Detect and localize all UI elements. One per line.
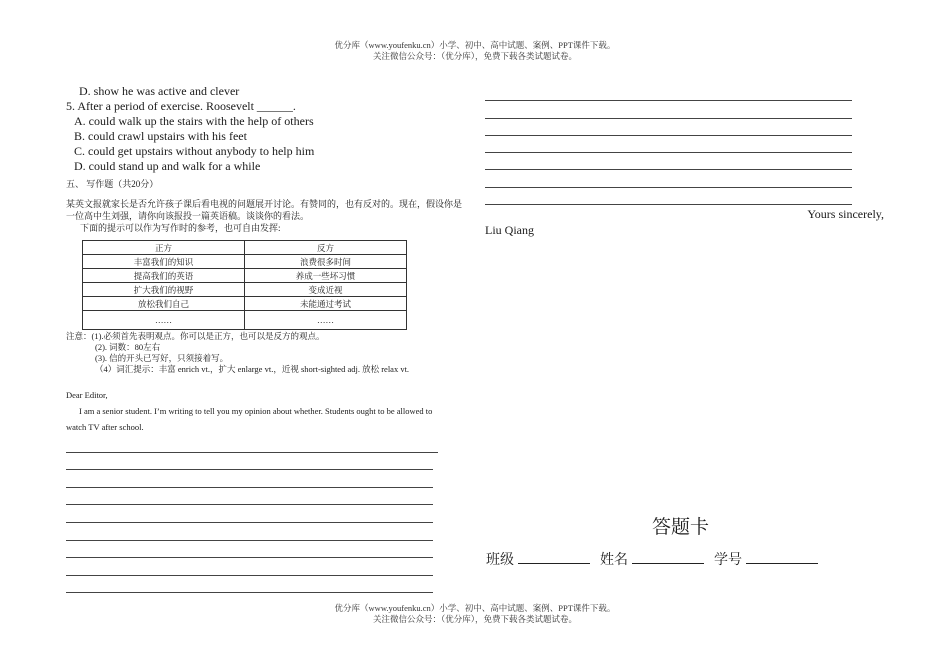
- table-row: [83, 297, 407, 311]
- question-5-option-c: C. could get upstairs without anybody to help him: [74, 144, 315, 158]
- pro-cell: 扩大我们的视野: [83, 283, 245, 297]
- opinion-table-header: [83, 241, 407, 255]
- pro-cell: 提高我们的英语: [83, 269, 245, 283]
- con-cell: 变成近视: [245, 283, 407, 297]
- writing-prompt: 某英文报就家长是否允许孩子课后看电视的问题展开讨论。有赞同的，也有反对的。现在，假设你是一位高中生刘强，请你向该报投一篇英语稿。谈谈你的看法。: [66, 199, 463, 221]
- prev-question-option-d: D. show he was active and clever: [79, 84, 240, 98]
- writing-notes: [66, 331, 446, 375]
- letter-closing: Yours sincerely,: [807, 207, 884, 222]
- answer-card-title: 答题卡: [652, 516, 710, 538]
- writing-line[interactable]: [66, 453, 433, 471]
- note-2: (2). 词数：80左右: [95, 342, 161, 352]
- answer-card-fields: [486, 549, 828, 569]
- con-cell: 浪费很多时间: [245, 255, 407, 269]
- writing-line[interactable]: [485, 119, 852, 136]
- table-row: [83, 255, 407, 269]
- footer-line-2: 关注微信公众号：（优分库），免费下载各类试题试卷。: [372, 614, 577, 624]
- class-label: 班级: [486, 552, 514, 568]
- pro-cell: 放松我们自己: [83, 297, 245, 311]
- writing-line[interactable]: [66, 470, 433, 488]
- left-column: [66, 84, 463, 593]
- con-cell: 未能通过考试: [245, 297, 407, 311]
- writing-section-title: 五、 写作题（共20分）: [66, 179, 159, 189]
- pro-header: 正方: [83, 241, 245, 255]
- letter-start: [66, 387, 446, 435]
- pro-cell: ……: [83, 311, 245, 330]
- table-row: [83, 311, 407, 330]
- header-line-1: 优分库（www.youfenku.cn）小学、初中、高中试题、案例、PPT课件下载。: [334, 40, 616, 50]
- page-header: [0, 40, 950, 62]
- writing-line[interactable]: [485, 188, 852, 205]
- writing-line[interactable]: [485, 136, 852, 153]
- writing-line[interactable]: [485, 170, 852, 187]
- writing-line[interactable]: [66, 541, 433, 559]
- opinion-table: [82, 240, 407, 330]
- con-cell: ……: [245, 311, 407, 330]
- writing-line[interactable]: [485, 101, 852, 118]
- letter-signature: Liu Qiang: [485, 223, 534, 238]
- con-cell: 养成一些坏习惯: [245, 269, 407, 283]
- class-field[interactable]: [518, 549, 590, 564]
- letter-salutation: Dear Editor,: [66, 390, 108, 400]
- pro-cell: 丰富我们的知识: [83, 255, 245, 269]
- question-5-option-a: A. could walk up the stairs with the help of others: [74, 114, 314, 128]
- writing-line[interactable]: [66, 488, 433, 506]
- question-5-option-b: B. could crawl upstairs with his feet: [74, 129, 247, 143]
- writing-line[interactable]: [66, 558, 433, 576]
- writing-lines-right: [485, 84, 885, 205]
- writing-line[interactable]: [66, 576, 433, 594]
- table-row: [83, 269, 407, 283]
- note-4: （4）词汇提示：丰富 enrich vt.，扩大 enlarge vt.，近视 short-sighted adj. 放松 relax vt.: [95, 364, 410, 374]
- student-id-label: 学号: [714, 552, 742, 568]
- writing-hint-intro: 下面的提示可以作为写作时的参考，也可自由发挥:: [80, 223, 281, 233]
- right-column: [485, 84, 885, 238]
- letter-opening: I am a senior student. I’m writing to tell you my opinion about whether. Students ought to be allowed to watch TV after school.: [66, 406, 433, 432]
- question-5-stem: 5. After a period of exercise. Roosevelt ______.: [66, 99, 296, 113]
- table-row: [83, 283, 407, 297]
- writing-line[interactable]: [66, 505, 433, 523]
- writing-line[interactable]: [485, 153, 852, 170]
- con-header: 反方: [245, 241, 407, 255]
- writing-line[interactable]: [66, 435, 438, 453]
- note-3: (3). 信的开头已写好，只须接着写。: [95, 353, 229, 363]
- note-1: 注意：(1).必须首先表明观点。你可以是正方，也可以是反方的观点。: [66, 331, 325, 341]
- name-label: 姓名: [600, 552, 628, 568]
- student-id-field[interactable]: [746, 549, 818, 564]
- question-5-option-d: D. could stand up and walk for a while: [74, 159, 261, 173]
- page-footer: [0, 603, 950, 625]
- writing-lines-left: [66, 435, 446, 593]
- writing-line[interactable]: [485, 84, 852, 101]
- footer-line-1: 优分库（www.youfenku.cn）小学、初中、高中试题、案例、PPT课件下载。: [334, 603, 616, 613]
- writing-line[interactable]: [66, 523, 433, 541]
- header-line-2: 关注微信公众号：（优分库），免费下载各类试题试卷。: [372, 51, 577, 61]
- name-field[interactable]: [632, 549, 704, 564]
